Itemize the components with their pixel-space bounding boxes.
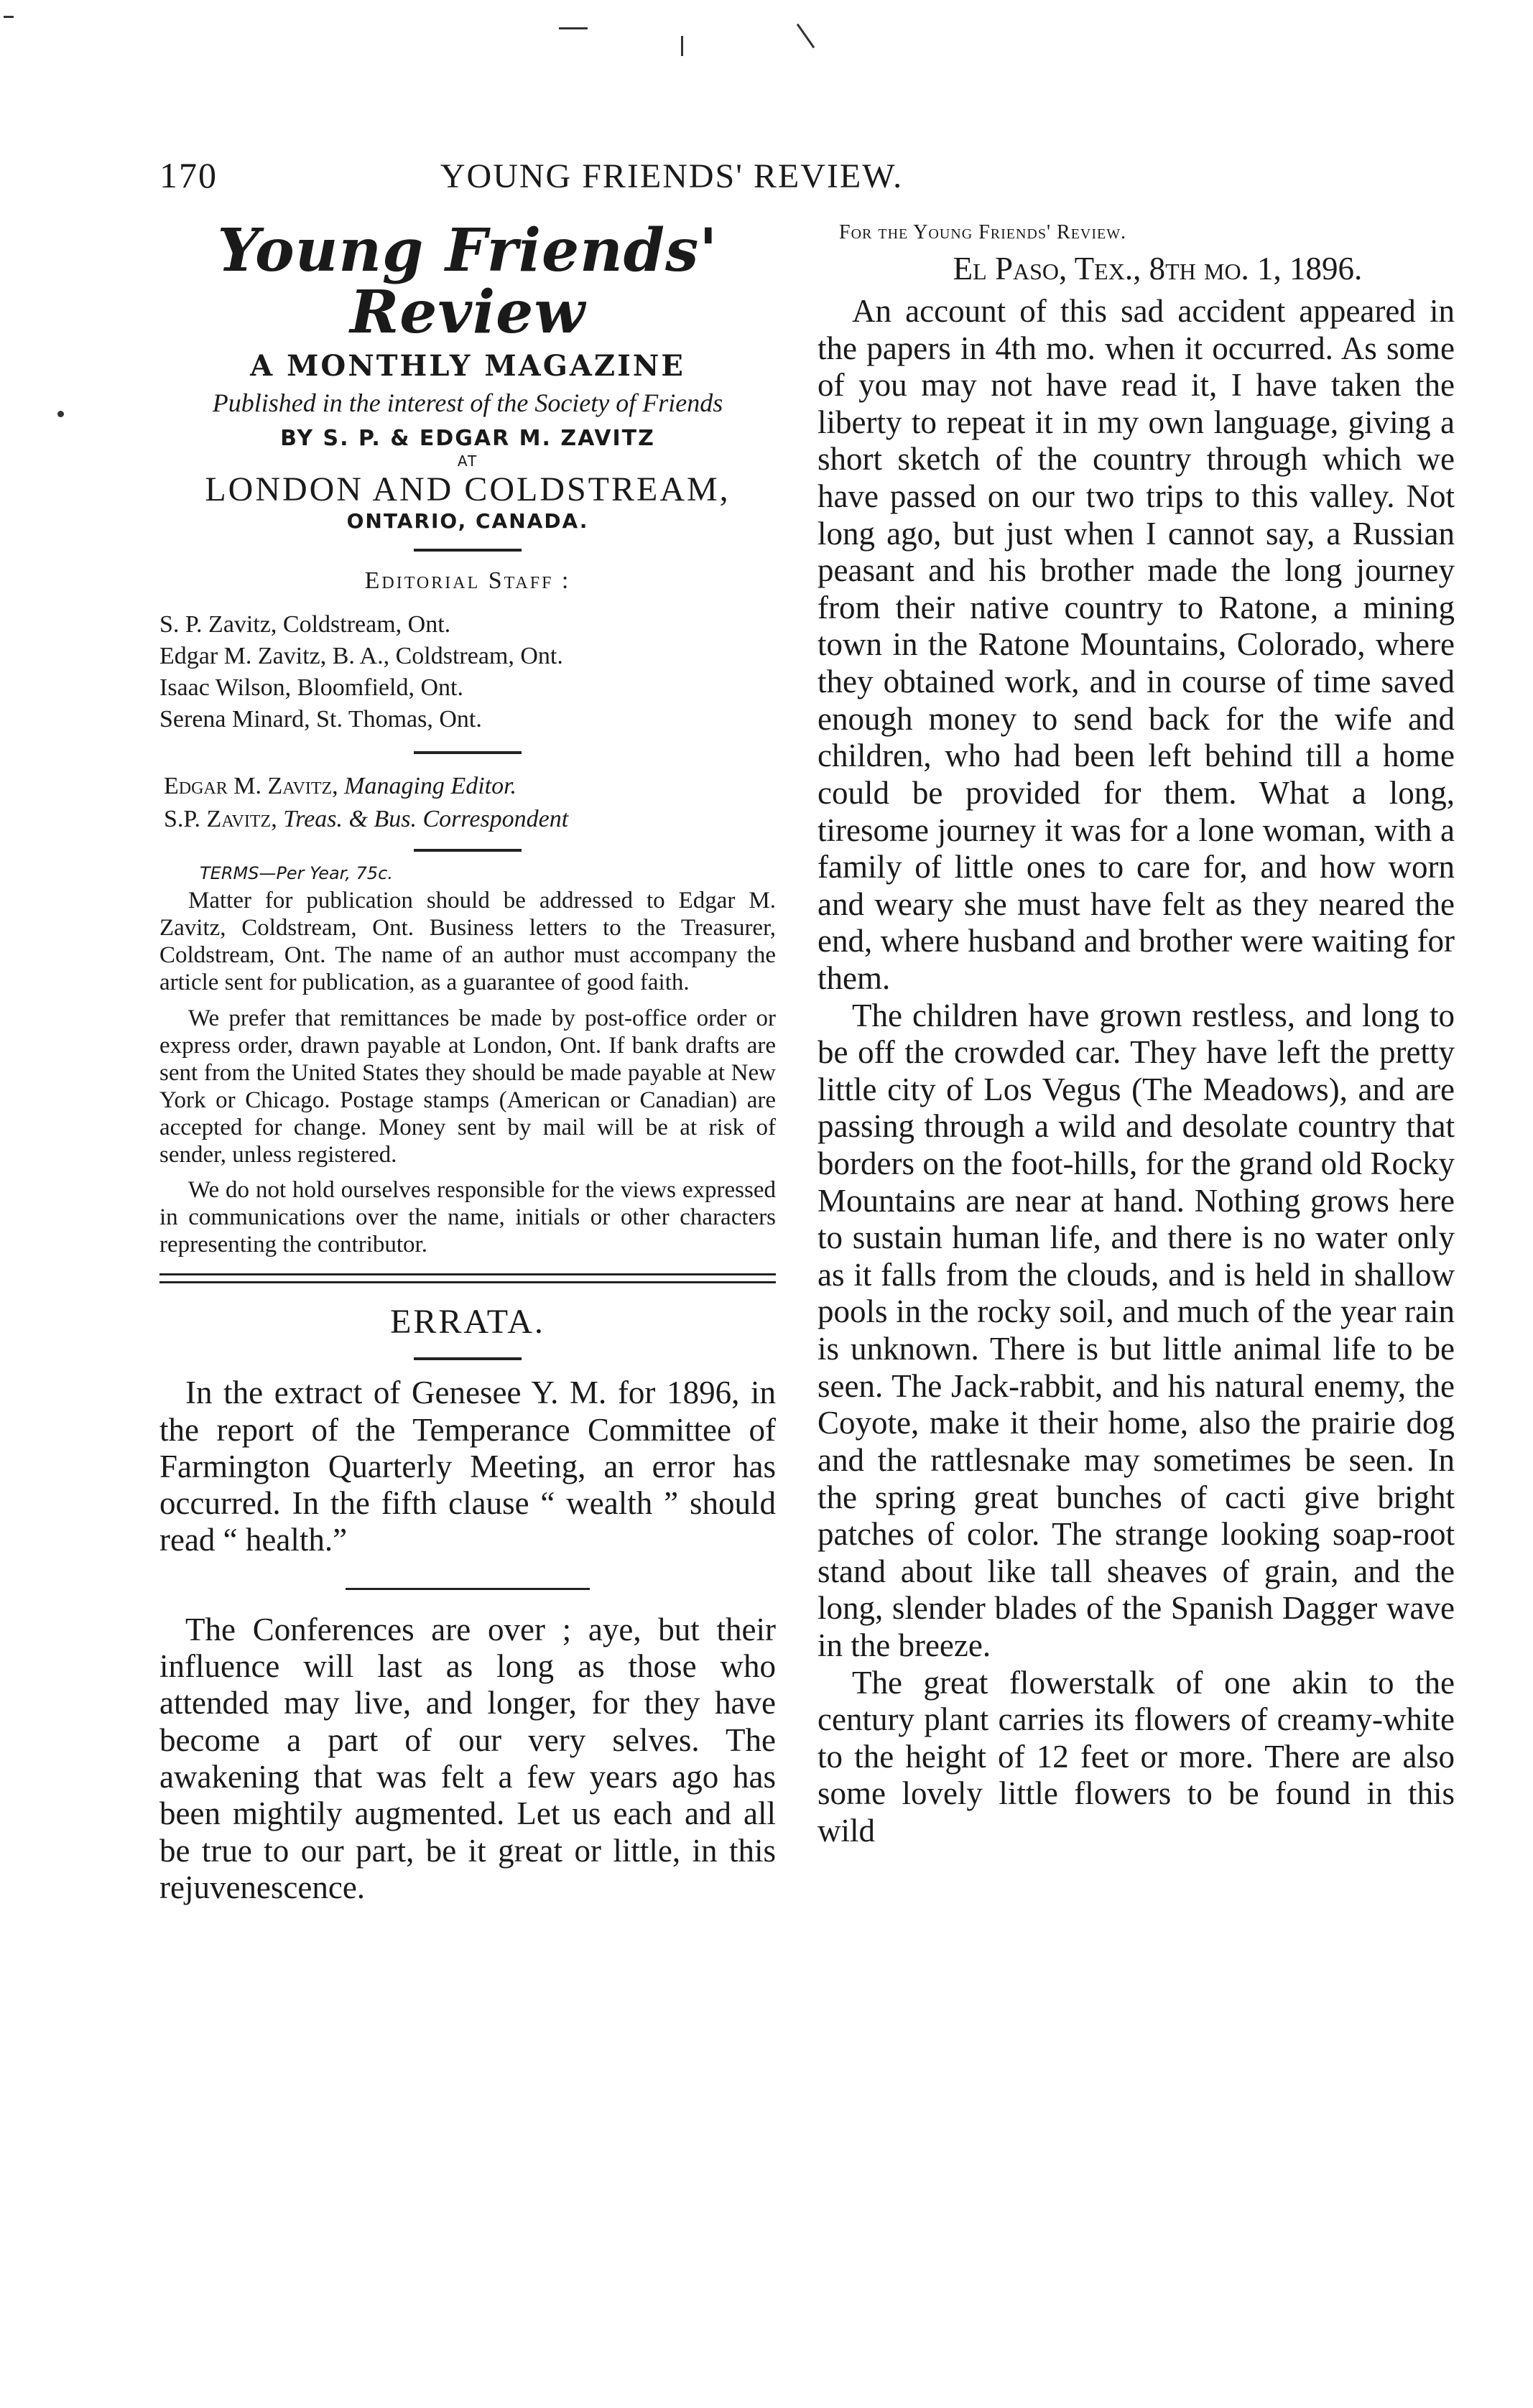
scan-mark xyxy=(4,16,14,18)
for-line: For the Young Friends' Review. xyxy=(839,221,1127,243)
divider xyxy=(414,549,522,552)
divider xyxy=(414,849,522,852)
masthead-by: BY S. P. & EDGAR M. ZAVITZ xyxy=(280,425,655,451)
masthead-at: AT xyxy=(457,452,478,470)
masthead-subtitle: A MONTHLY MAGAZINE xyxy=(250,349,685,383)
notice-paragraph: We do not hold ourselves responsible for the views expressed in communications over the name, initials or other characters representing the contributor. xyxy=(159,1177,776,1258)
dateline: El Paso, Tex., 8th mo. 1, 1896. xyxy=(953,251,1363,287)
double-rule xyxy=(159,1273,776,1283)
staff-list xyxy=(159,609,776,736)
conferences-paragraph: The Conferences are over ; aye, but their influence will last as long as those who attended may live, and longer, for they have become a part of our very selves. The awakening that was felt a few years ago has been mightily augmented. Let us each and all be true to our part, be it great or little, in this rejuvenescence. xyxy=(159,1611,776,1905)
staff-member: Serena Minard, St. Thomas, Ont. xyxy=(159,706,482,733)
managing-editor-role: Managing Editor. xyxy=(344,773,517,800)
scan-mark xyxy=(57,411,64,417)
notice-paragraph: Matter for publication should be addressed to Edgar M. Zavitz, Coldstream, Ont. Business letters to the Treasurer, Coldstream, Ont. The name of an author must accompany the article sent for publication, as a guarantee of good faith. xyxy=(159,888,776,995)
masthead-city: LONDON AND COLDSTREAM, xyxy=(205,470,731,508)
masthead-published: Published in the interest of the Society of Friends xyxy=(212,389,723,418)
running-title: YOUNG FRIENDS' REVIEW. xyxy=(440,157,904,195)
masthead-province: ONTARIO, CANADA. xyxy=(346,508,589,533)
masthead-title: Young Friends' Review xyxy=(217,216,718,348)
article-paragraph: The great flowerstalk of one akin to the century plant carries its flowers of creamy-white to the height of 12 feet or more. There are also some lovely little flowers to be found in this wild xyxy=(818,1664,1455,1849)
scan-mark xyxy=(559,27,588,29)
editors-block xyxy=(159,770,776,836)
running-header xyxy=(159,154,1097,196)
errata-text: In the extract of Genesee Y. M. for 1896, in the report of the Temperance Committee of Farmington Quarterly Meeting, an error has occurred. In the fifth clause “ wealth ” should read “ health.” xyxy=(159,1375,776,1558)
article-paragraph: An account of this sad accident appeared in the papers in 4th mo. when it occurred. As some of you may not have read it, I have taken the liberty to repeat it in my own language, giving a short sketch of the country through which we have passed on our two trips to this valley. Not long ago, but just when I cannot say, a Russian peasant and his brother made the long journey from their native country to Ratone, a mining town in the Ratone Mountains, Colorado, where they obtained work, and in course of time saved enough money to send back for the wife and children, who had been left behind till a home could be provided for them. What a long, tiresome journey it was for a lone woman, with a family of little ones to care for, and how worn and weary she must have felt as they neared the end, where husband and brother were waiting for them. xyxy=(818,293,1455,996)
article-paragraph: The children have grown restless, and long to be off the crowded car. They have left the pretty little city of Los Vegus (The Meadows), and are passing through a wild and desolate country that borders on the foot-hills, for the grand old Rocky Mountains are near at hand. Nothing grows here to sustain human life, and there is no water only as it falls from the clouds, and is held in shallow pools in the rocky soil, and much of the year rain is unknown. There is but little animal life to be seen. The Jack-rabbit, and his natural enemy, the Coyote, make it their home, also the prairie dog and the rattlesnake may sometimes be seen. In the spring great bunches of cacti give bright patches of color. The strange looking soap-root stand about like tall sheaves of grain, and the long, slender blades of the Spanish Dagger wave in the breeze. xyxy=(818,997,1455,1663)
divider xyxy=(414,1357,522,1360)
right-column xyxy=(818,221,1455,1850)
treasurer-role: Treas. & Bus. Correspondent xyxy=(283,806,569,833)
left-column xyxy=(159,215,776,1906)
treasurer-name: S.P. Zavitz, xyxy=(164,806,277,833)
staff-member: Isaac Wilson, Bloomfield, Ont. xyxy=(159,674,463,701)
scan-mark xyxy=(797,24,815,48)
managing-editor-name: Edgar M. Zavitz, xyxy=(164,773,338,800)
staff-member: Edgar M. Zavitz, B. A., Coldstream, Ont. xyxy=(159,642,563,669)
staff-member: S. P. Zavitz, Coldstream, Ont. xyxy=(159,610,451,638)
terms: TERMS—Per Year, 75c. xyxy=(200,863,393,884)
divider xyxy=(346,1588,590,1590)
notice-paragraph: We prefer that remittances be made by post-office order or express order, drawn payable at London, Ont. If bank drafts are sent from the United States they should be made payable at New York or Chicago. Postage stamps (American or Canadian) are accepted for change. Money sent by mail will be at risk of sender, unless registered. xyxy=(159,1005,776,1168)
staff-heading: Editorial Staff : xyxy=(364,567,571,594)
errata-title: ERRATA. xyxy=(390,1303,545,1342)
page-number: 170 xyxy=(159,155,218,195)
scan-mark xyxy=(681,36,683,56)
divider xyxy=(414,751,522,754)
